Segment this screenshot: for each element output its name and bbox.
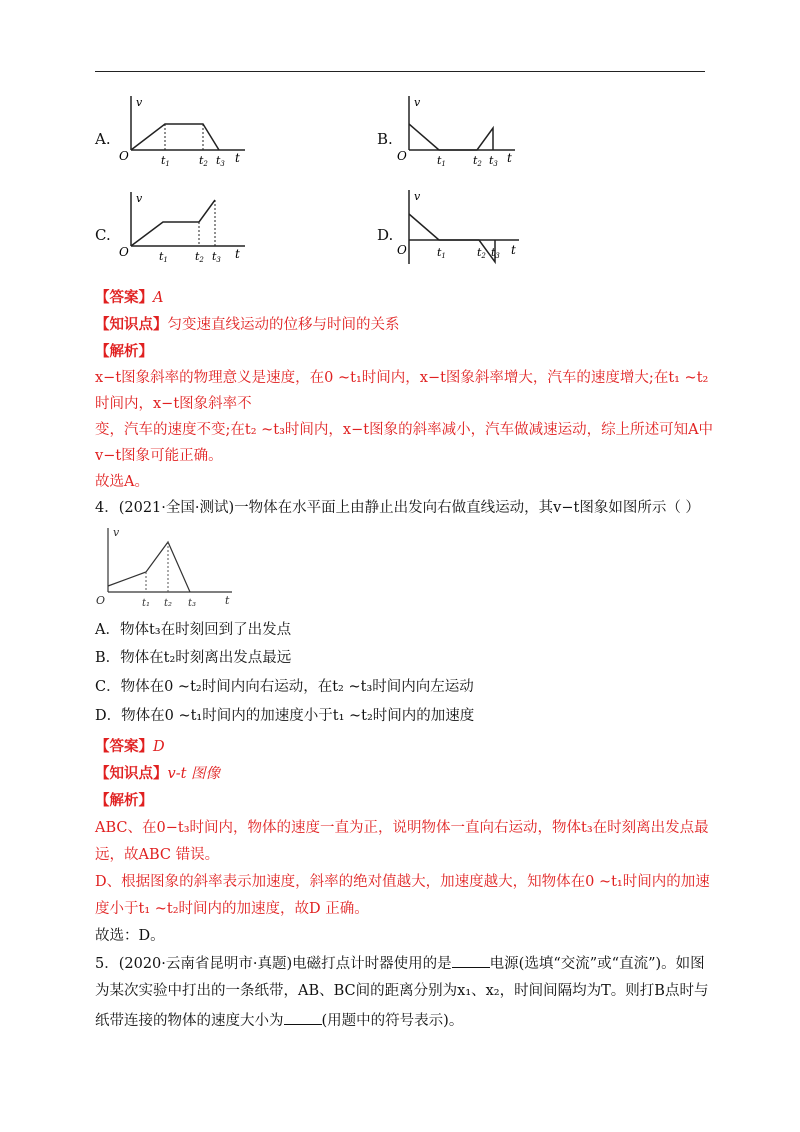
- q5-line-2: 为某次实验中打出的一条纸带，AB、BC间的距离分别为x₁、x₂，时间间隔均为T。则打B点时与: [95, 983, 709, 999]
- option-c-label: C.: [95, 226, 111, 244]
- graph-option-c: [115, 188, 255, 268]
- axis-t-label: t: [235, 247, 240, 261]
- origin-label: O: [119, 245, 129, 259]
- q4-graph: [92, 520, 242, 610]
- q4-option-a[interactable]: A．物体t₃在时刻回到了出发点: [95, 622, 292, 638]
- q5-blank-1[interactable]: [452, 953, 490, 968]
- option-a-label: A.: [95, 130, 111, 148]
- q5-text-1b: 电源(选填“交流”或“直流”)。如图: [489, 956, 705, 972]
- axis-t-label: t: [225, 594, 230, 607]
- option-d-label: D.: [377, 226, 394, 244]
- q4-analysis-line-4: 度小于t₁ ~t₂时间内的加速度，故D 正确。: [95, 901, 369, 917]
- q4-analysis-line-1: ABC、在0−t₃时间内，物体的速度一直为正，说明物体一直向右运动，物体t₃在时刻离出发点最: [95, 820, 709, 836]
- q4-option-c[interactable]: C．物体在0 ~t₂时间内向右运动，在t₂ ~t₃时间内向左运动: [95, 679, 474, 695]
- tick-t3-label: t3: [489, 154, 498, 168]
- q4-stem: 4．(2021·全国·测试)一物体在水平面上由静止出发向右做直线运动，其v−t图象如图所示（ ）: [95, 500, 700, 516]
- q3-conclusion: 故选A。: [95, 474, 149, 490]
- q4-conclusion: 故选：D。: [95, 928, 165, 944]
- tick-t1-label: t1: [159, 250, 168, 264]
- q3-analysis-tag: 【解析】: [95, 343, 153, 360]
- axis-v-label: v: [136, 96, 143, 109]
- origin-label: O: [397, 243, 407, 257]
- q5-blank-2[interactable]: [284, 1010, 322, 1025]
- origin-label: O: [397, 149, 407, 163]
- q3-analysis-line-4: v−t图象可能正确。: [95, 448, 223, 464]
- answer-value: D: [153, 739, 165, 755]
- q3-analysis-line-2: 时间内，x−t图象斜率不: [95, 396, 252, 412]
- graph-option-b: [395, 92, 535, 172]
- knowledge-value: v-t 图像: [167, 766, 221, 782]
- axis-v-label: v: [414, 96, 421, 109]
- knowledge-tag: 【知识点】: [95, 316, 168, 333]
- tick-t1-label: t1: [437, 154, 446, 168]
- knowledge-tag: 【知识点】: [95, 765, 168, 782]
- q5-text-1a: 5．(2020·云南省昆明市·真题)电磁打点计时器使用的是: [95, 956, 452, 972]
- axis-v-label: v: [136, 192, 143, 205]
- origin-label: O: [96, 594, 106, 607]
- axis-v-label: v: [414, 190, 421, 203]
- knowledge-value: 匀变速直线运动的位移与时间的关系: [167, 317, 400, 333]
- axis-v-label: v: [113, 526, 120, 539]
- q3-answer-line: [95, 288, 163, 308]
- option-b-label: B.: [377, 130, 393, 148]
- answer-value: A: [153, 290, 164, 306]
- q5-text-3b: (用题中的符号表示)。: [321, 1013, 464, 1029]
- header-rule: [95, 71, 705, 72]
- axis-t-label: t: [507, 151, 512, 165]
- tick-t3-label: t3: [212, 250, 221, 264]
- tick-t3-label: t3: [216, 154, 225, 168]
- axis-t-label: t: [511, 243, 516, 257]
- q3-knowledge-line: [95, 315, 400, 335]
- q5-line-1: [95, 953, 705, 974]
- tick-t1-label: t1: [161, 154, 170, 168]
- tick-t2-label: t2: [473, 154, 482, 168]
- q4-answer-line: [95, 737, 165, 757]
- tick-t3-label: t3: [491, 246, 500, 260]
- tick-t2-label: t₂: [164, 598, 173, 609]
- q4-analysis-tag: 【解析】: [95, 792, 153, 809]
- q4-analysis-line-2: 远，故ABC 错误。: [95, 847, 220, 863]
- origin-label: O: [119, 149, 129, 163]
- answer-tag: 【答案】: [95, 738, 153, 755]
- tick-t2-label: t2: [199, 154, 208, 168]
- q5-text-3a: 纸带连接的物体的速度大小为: [95, 1013, 284, 1029]
- tick-t2-label: t2: [195, 250, 204, 264]
- answer-tag: 【答案】: [95, 289, 153, 306]
- q3-analysis-line-3: 变，汽车的速度不变;在t₂ ~t₃时间内，x−t图象的斜率减小，汽车做减速运动，综上所述可知A中: [95, 422, 714, 438]
- tick-t3-label: t₃: [188, 598, 197, 609]
- axis-t-label: t: [235, 151, 240, 165]
- tick-t1-label: t₁: [142, 598, 151, 609]
- q3-analysis-line-1: x−t图象斜率的物理意义是速度，在0 ~t₁时间内，x−t图象斜率增大，汽车的速度增大;在t₁ ~t₂: [95, 370, 709, 386]
- tick-t2-label: t2: [477, 246, 486, 260]
- q4-option-b[interactable]: B．物体在t₂时刻离出发点最远: [95, 650, 292, 666]
- q4-knowledge-line: [95, 764, 220, 784]
- graph-option-d: [395, 184, 535, 274]
- q4-option-d[interactable]: D．物体在0 ~t₁时间内的加速度小于t₁ ~t₂时间内的加速度: [95, 708, 475, 724]
- graph-option-a: [115, 92, 255, 172]
- q4-analysis-line-3: D、根据图象的斜率表示加速度，斜率的绝对值越大，加速度越大，知物体在0 ~t₁时间内的加速: [95, 874, 710, 890]
- tick-t1-label: t1: [437, 246, 446, 260]
- q5-line-3: [95, 1010, 463, 1031]
